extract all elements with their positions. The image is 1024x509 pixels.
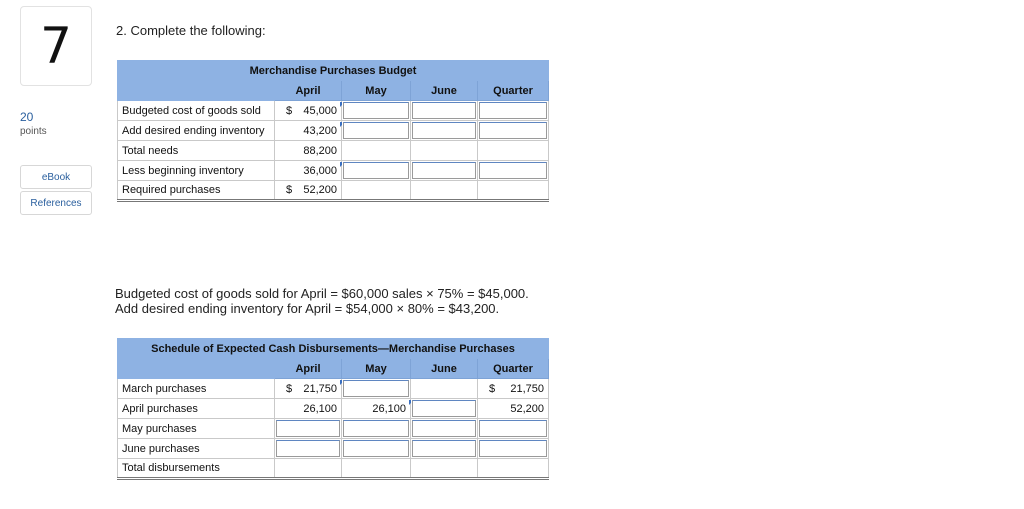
may-cell — [342, 419, 411, 439]
col-header-quarter: Quarter — [478, 81, 549, 101]
may-value — [342, 399, 411, 419]
col-header-may: May — [342, 81, 411, 101]
may-ending-inventory-input[interactable] — [343, 122, 409, 139]
quarter-amount: 52,200 — [510, 402, 545, 415]
points-label: points — [20, 126, 47, 137]
table-row — [118, 181, 549, 201]
row-label: March purchases — [118, 379, 275, 399]
ebook-button[interactable]: eBook — [20, 165, 92, 189]
table-row — [118, 161, 549, 181]
april-may-purchases-input[interactable] — [276, 420, 340, 437]
april-amount: 52,200 — [303, 184, 337, 196]
april-cell — [275, 419, 342, 439]
quarter-june-purchases-input[interactable] — [479, 440, 547, 457]
april-amount: 43,200 — [303, 124, 337, 137]
june-cost-input[interactable] — [412, 102, 476, 119]
quarter-total — [478, 459, 549, 479]
may-march-purchases-input[interactable] — [343, 380, 409, 397]
currency-symbol: $ — [489, 382, 496, 395]
currency-symbol: $ — [286, 104, 293, 117]
may-cost-input[interactable] — [343, 102, 409, 119]
may-june-purchases-input[interactable] — [343, 440, 409, 457]
quarter-required-purchases — [478, 181, 549, 201]
april-amount: 26,100 — [303, 402, 337, 415]
question-number-box — [20, 6, 92, 86]
table-row — [118, 399, 549, 419]
may-total-needs — [342, 141, 411, 161]
june-cell — [411, 419, 478, 439]
row-label: Budgeted cost of goods sold — [118, 101, 275, 121]
june-cell — [411, 161, 478, 181]
purchases-budget-title: Merchandise Purchases Budget — [118, 61, 549, 81]
row-label: Total needs — [118, 141, 275, 161]
june-april-purchases-input[interactable] — [412, 400, 476, 417]
currency-symbol: $ — [286, 382, 293, 395]
april-amount: 21,750 — [303, 382, 337, 395]
may-required-purchases — [342, 181, 411, 201]
june-cell — [411, 439, 478, 459]
row-label: April purchases — [118, 399, 275, 419]
april-cell — [275, 439, 342, 459]
row-label: Less beginning inventory — [118, 161, 275, 181]
quarter-value — [478, 379, 549, 399]
points-value: 20 — [20, 110, 34, 124]
row-label: Required purchases — [118, 181, 275, 201]
header-blank — [118, 81, 275, 101]
table-row — [118, 379, 549, 399]
quarter-cost-input[interactable] — [479, 102, 547, 119]
may-total — [342, 459, 411, 479]
quarter-beginning-inventory-input[interactable] — [479, 162, 547, 179]
april-june-purchases-input[interactable] — [276, 440, 340, 457]
april-value — [275, 141, 342, 161]
references-button[interactable]: References — [20, 191, 92, 215]
june-value — [411, 379, 478, 399]
quarter-cell — [478, 101, 549, 121]
row-label: June purchases — [118, 439, 275, 459]
april-total — [275, 459, 342, 479]
april-value — [275, 101, 342, 121]
june-total-needs — [411, 141, 478, 161]
april-value — [275, 161, 342, 181]
may-beginning-inventory-input[interactable] — [343, 162, 409, 179]
row-label: May purchases — [118, 419, 275, 439]
june-ending-inventory-input[interactable] — [412, 122, 476, 139]
header-blank — [118, 359, 275, 379]
quarter-cell — [478, 419, 549, 439]
table-row — [118, 439, 549, 459]
april-value — [275, 121, 342, 141]
explanation-text — [115, 286, 529, 316]
quarter-value — [478, 399, 549, 419]
april-value — [275, 379, 342, 399]
row-label: Add desired ending inventory — [118, 121, 275, 141]
june-total — [411, 459, 478, 479]
may-may-purchases-input[interactable] — [343, 420, 409, 437]
quarter-ending-inventory-input[interactable] — [479, 122, 547, 139]
question-number: 7 — [40, 17, 72, 75]
table-row — [118, 419, 549, 439]
explanation-line-2: Add desired ending inventory for April = $54,000 × 80% = $43,200. — [115, 301, 500, 316]
june-cell — [411, 121, 478, 141]
quarter-cell — [478, 439, 549, 459]
col-header-june: June — [411, 81, 478, 101]
april-amount: 45,000 — [303, 104, 337, 117]
cash-schedule-title: Schedule of Expected Cash Disbursements—Merchandise Purchases — [118, 339, 549, 359]
april-amount: 88,200 — [303, 144, 337, 157]
may-cell — [342, 101, 411, 121]
may-cell — [342, 161, 411, 181]
quarter-amount: 21,750 — [510, 382, 545, 395]
may-cell — [342, 439, 411, 459]
june-required-purchases — [411, 181, 478, 201]
table-row — [118, 459, 549, 479]
col-header-june: June — [411, 359, 478, 379]
table-row — [118, 141, 549, 161]
currency-symbol: $ — [286, 184, 293, 196]
quarter-may-purchases-input[interactable] — [479, 420, 547, 437]
cash-disbursements-table — [117, 338, 549, 480]
april-value — [275, 399, 342, 419]
june-may-purchases-input[interactable] — [412, 420, 476, 437]
june-cell — [411, 101, 478, 121]
april-value — [275, 181, 342, 201]
june-beginning-inventory-input[interactable] — [412, 162, 476, 179]
col-header-april: April — [275, 81, 342, 101]
row-label: Total disbursements — [118, 459, 275, 479]
quarter-cell — [478, 161, 549, 181]
may-cell — [342, 121, 411, 141]
june-cell — [411, 399, 478, 419]
table-row — [118, 121, 549, 141]
june-june-purchases-input[interactable] — [412, 440, 476, 457]
quarter-total-needs — [478, 141, 549, 161]
table-row — [118, 101, 549, 121]
may-amount: 26,100 — [372, 402, 406, 415]
col-header-may: May — [342, 359, 411, 379]
quarter-cell — [478, 121, 549, 141]
col-header-april: April — [275, 359, 342, 379]
col-header-quarter: Quarter — [478, 359, 549, 379]
purchases-budget-table — [117, 60, 549, 202]
april-amount: 36,000 — [303, 164, 337, 177]
may-cell — [342, 379, 411, 399]
question-title: 2. Complete the following: — [116, 23, 266, 38]
explanation-line-1: Budgeted cost of goods sold for April = $60,000 sales × 75% = $45,000. — [115, 286, 529, 301]
